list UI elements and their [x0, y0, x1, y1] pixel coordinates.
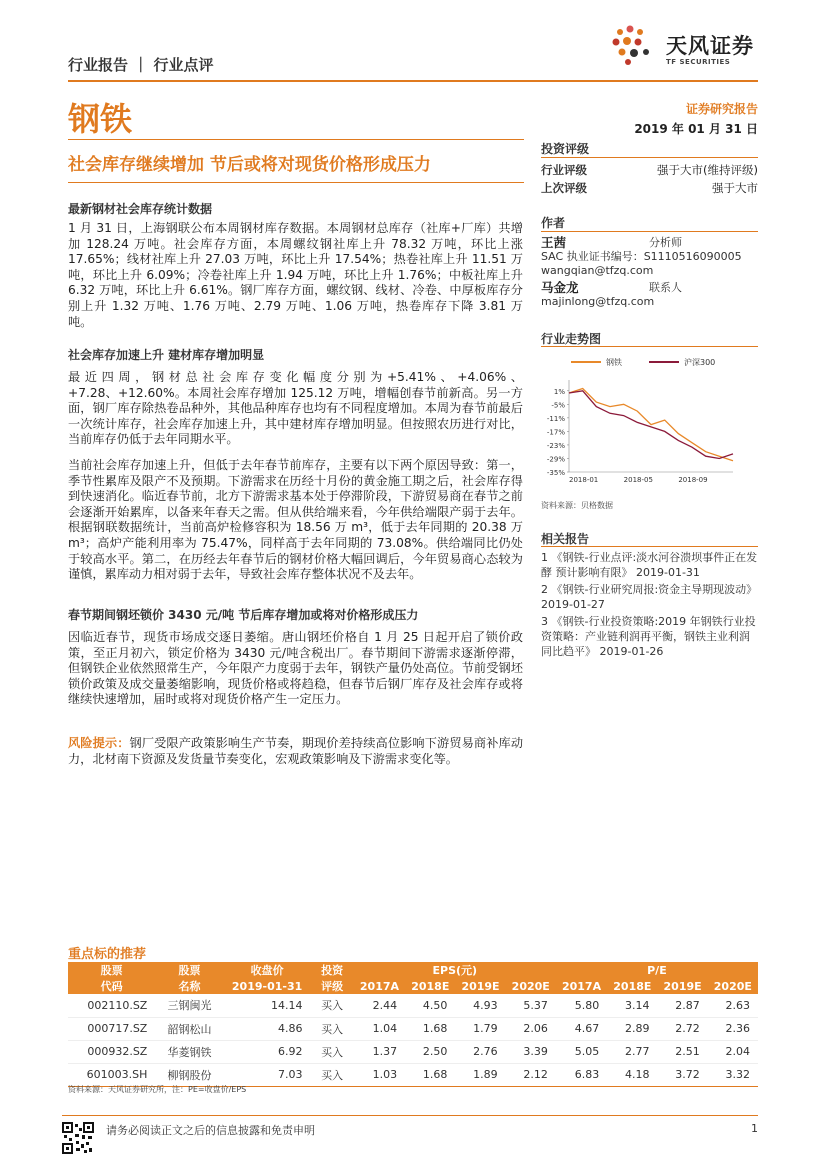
author-2-email: majinlong@tfzq.com	[541, 295, 655, 308]
report-type: 证券研究报告	[685, 102, 758, 116]
table-cell: 2.12	[506, 1063, 556, 1086]
section-heading-3: 春节期间钢坯锁价 3430 元/吨 节后库存增加或将对价格形成压力	[68, 608, 419, 622]
chart-axes	[547, 380, 733, 484]
table-cell: 三钢闽光	[155, 994, 223, 1017]
table-header-row-1	[68, 962, 758, 978]
y-tick-label: -35%	[546, 469, 565, 477]
logo-text-cn: 天风证券	[666, 34, 754, 58]
th-stock-code: 股票	[68, 962, 155, 978]
header-divider	[68, 80, 758, 82]
x-tick-label: 2018-01	[569, 476, 599, 484]
table-cell: 4.93	[455, 994, 505, 1017]
table-cell: 4.18	[607, 1063, 657, 1086]
table-cell: 1.89	[455, 1063, 505, 1086]
table-cell: 2.06	[506, 1017, 556, 1040]
th2-pe-2020: 2020E	[708, 978, 758, 994]
related-heading: 相关报告	[541, 532, 590, 546]
th-stock-name: 股票	[155, 962, 223, 978]
table-cell: 2.87	[657, 994, 707, 1017]
report-date: 2019 年 01 月 31 日	[634, 122, 758, 136]
x-tick-label: 2018-09	[678, 476, 708, 484]
table-cell: 买入	[311, 994, 354, 1017]
table-source: 资料来源：天风证券研究所，注：PE=收盘价/EPS	[68, 1085, 247, 1094]
industry-rating-value: 强于大市(维持评级)	[657, 163, 758, 177]
rating-divider	[541, 157, 758, 158]
table-row	[68, 994, 758, 1017]
th-rating: 投资	[311, 962, 354, 978]
author-1-sac: SAC 执业证书编号：S1110516090005	[541, 250, 742, 263]
legend-label: 钢铁	[606, 358, 622, 367]
author-1-email: wangqian@tfzq.com	[541, 264, 654, 277]
th2-code: 代码	[68, 978, 155, 994]
table-cell: 1.37	[354, 1040, 405, 1063]
section-heading-1: 最新钢材社会库存统计数据	[68, 202, 213, 216]
related-report-2[interactable]: 2 《钢铁-行业研究周报:资金主导期现波动》 2019-01-27	[541, 583, 758, 611]
chart-lines	[569, 389, 733, 461]
table-body	[68, 994, 758, 1086]
table-row	[68, 1063, 758, 1086]
table-cell: 华菱钢铁	[155, 1040, 223, 1063]
chart-legend	[571, 357, 715, 367]
authors-heading: 作者	[541, 216, 566, 230]
prev-rating-row	[541, 180, 758, 196]
table-cell: 1.79	[455, 1017, 505, 1040]
prev-rating-label: 上次评级	[541, 181, 587, 195]
th2-pe-2019: 2019E	[657, 978, 707, 994]
table-cell: 1.68	[405, 1017, 455, 1040]
related-report-1[interactable]: 1 《钢铁-行业点评:淡水河谷溃坝事件正在发酵 预计影响有限》 2019-01-31	[541, 551, 758, 579]
table-title: 重点标的推荐	[68, 947, 147, 962]
table-cell: 3.14	[607, 994, 657, 1017]
author-1	[541, 236, 758, 278]
related-list	[541, 550, 758, 659]
table-row	[68, 1040, 758, 1063]
table-cell: 002110.SZ	[68, 994, 155, 1017]
prev-rating-value: 强于大市	[712, 181, 758, 195]
table-cell: 2.51	[657, 1040, 707, 1063]
series-line-steel	[569, 389, 733, 461]
title-divider-top	[68, 139, 524, 140]
y-tick-label: 1%	[553, 387, 565, 396]
table-cell: 柳钢股份	[155, 1063, 223, 1086]
table-header-row-2	[68, 978, 758, 994]
industry-rating-row	[541, 162, 758, 178]
table-cell: 买入	[311, 1040, 354, 1063]
table-cell: 5.05	[556, 1040, 607, 1063]
table-cell: 2.72	[657, 1017, 707, 1040]
th2-pe-2018: 2018E	[607, 978, 657, 994]
table-cell: 买入	[311, 1063, 354, 1086]
table-row	[68, 1017, 758, 1040]
footer-divider	[62, 1115, 758, 1116]
recommendation-table	[68, 962, 758, 1087]
x-tick-label: 2018-05	[623, 476, 653, 484]
page-number: 1	[751, 1122, 758, 1135]
th2-eps-2017: 2017A	[354, 978, 405, 994]
risk-paragraph	[68, 736, 523, 767]
author-2	[541, 281, 758, 309]
risk-label: 风险提示：	[68, 736, 130, 750]
chart-source: 资料来源：贝格数据	[541, 501, 613, 510]
section-2-paragraph-1: 最近四周，钢材总社会库存变化幅度分别为+5.41%、+4.06%、+7.28、+12.60%。本周社会库存增加 125.12 万吨，增幅创春节前新高。另一方面，钢厂库存除热卷品种外，其他品种库存也均有不同程度增加。本周为春节前最后一次统计库存，社会库存加速上升，其中建材库存增加明显。但按照农历进行对比，当前库存仍低于去年同期水平。	[68, 370, 523, 447]
author-2-role: 联系人	[649, 281, 682, 294]
table-cell: 3.32	[708, 1063, 758, 1086]
th-pe: P/E	[556, 962, 758, 978]
industry-title: 钢铁	[68, 100, 133, 138]
section-2-paragraph-2: 当前社会库存加速上升，但低于去年春节前库存，主要有以下两个原因导致：第一，季节性累库及限产不及预期。下游需求在历经十月份的黄金施工期之后，社会库存得到快速消化。临近春节前，北方下游需求基本处于停滞阶段，下游贸易商在春节之前会逐渐开始累库，以备来年春天之需。但从供给端来看，今年供给端限产弱于去年。根据钢联数据统计，当前高炉检修容积为 18.56 万 m³，低于去年同期的 20.38 万 m³；高炉产能利用率为 75.47%，同样高于去年同期的 73.08%。供给端同比仍处于较高水平。第二，在历经去年春节后的钢材价格大幅回调后，今年贸易商心态较为谨慎，累库动力相对弱于去年，导致社会库存整体状况不及去年。	[68, 458, 523, 582]
table-cell: 1.68	[405, 1063, 455, 1086]
related-divider	[541, 546, 758, 547]
legend-label: 沪深300	[684, 358, 716, 367]
trend-divider	[541, 346, 758, 347]
th2-eps-2018: 2018E	[405, 978, 455, 994]
y-tick-label: -29%	[546, 455, 565, 464]
author-1-role: 分析师	[649, 236, 682, 249]
table-cell: 2.63	[708, 994, 758, 1017]
footer-notice: 请务必阅读正文之后的信息披露和免责申明	[106, 1124, 315, 1137]
table-cell: 2.36	[708, 1017, 758, 1040]
th2-date: 2019-01-31	[224, 978, 311, 994]
th2-rating: 评级	[311, 978, 354, 994]
table-cell: 2.50	[405, 1040, 455, 1063]
table-cell: 4.67	[556, 1017, 607, 1040]
table-cell: 6.83	[556, 1063, 607, 1086]
authors-divider	[541, 231, 758, 232]
table-cell: 3.39	[506, 1040, 556, 1063]
th2-name: 名称	[155, 978, 223, 994]
table-cell: 5.80	[556, 994, 607, 1017]
table-cell: 2.04	[708, 1040, 758, 1063]
industry-trend-chart	[541, 350, 758, 490]
th-eps: EPS(元)	[354, 962, 556, 978]
table-cell: 2.44	[354, 994, 405, 1017]
table-cell: 3.72	[657, 1063, 707, 1086]
table-cell: 1.04	[354, 1017, 405, 1040]
table-cell: 6.92	[224, 1040, 311, 1063]
title-divider-bottom	[68, 182, 524, 183]
table-cell: 000717.SZ	[68, 1017, 155, 1040]
table-cell: 7.03	[224, 1063, 311, 1086]
logo-text-en: TF SECURITIES	[666, 58, 731, 66]
table-cell: 韶钢松山	[155, 1017, 223, 1040]
th2-eps-2020: 2020E	[506, 978, 556, 994]
report-category: 行业报告 ｜ 行业点评	[68, 56, 214, 74]
table-cell: 2.76	[455, 1040, 505, 1063]
table-cell: 000932.SZ	[68, 1040, 155, 1063]
table-cell: 4.50	[405, 994, 455, 1017]
table-cell: 买入	[311, 1017, 354, 1040]
industry-rating-label: 行业评级	[541, 163, 587, 177]
table-cell: 14.14	[224, 994, 311, 1017]
table-cell: 601003.SH	[68, 1063, 155, 1086]
related-report-3[interactable]: 3 《钢铁-行业投资策略:2019 年钢铁行业投资策略：产业链利润再平衡，钢铁主业利润同比趋平》 2019-01-26	[541, 615, 756, 658]
author-2-name: 马金龙	[541, 280, 579, 295]
y-tick-label: -11%	[546, 414, 565, 423]
section-3-paragraph: 因临近春节，现货市场成交逐日萎缩。唐山钢坯价格自 1 月 25 日起开启了锁价政策，至正月初六，锁定价格为 3430 元/吨含税出厂。春节期间下游需求逐渐停滞，但钢铁企业依然照常生产，今年限产力度弱于去年，钢铁产量仍处高位。节前受钢坯锁价政策及成交量萎缩影响，现货价格或将趋稳，但春节后钢厂库存及社会库存或将继续快速增加，届时或将对现货价格产生一定压力。	[68, 630, 523, 707]
y-tick-label: -17%	[546, 428, 565, 437]
author-1-name: 王茜	[541, 235, 567, 250]
qr-code-icon	[62, 1122, 94, 1154]
table-cell: 4.86	[224, 1017, 311, 1040]
y-tick-label: -5%	[551, 401, 565, 410]
table-cell: 1.03	[354, 1063, 405, 1086]
y-tick-label: -23%	[546, 441, 565, 450]
report-title: 社会库存继续增加 节后或将对现货价格形成压力	[68, 155, 431, 175]
th2-pe-2017: 2017A	[556, 978, 607, 994]
th2-eps-2019: 2019E	[455, 978, 505, 994]
table-cell: 2.89	[607, 1017, 657, 1040]
section-heading-2: 社会库存加速上升 建材库存增加明显	[68, 348, 265, 362]
section-1-paragraph: 1 月 31 日，上海钢联公布本周钢材库存数据。本周钢材总库存（社库+厂库）共增加 128.24 万吨。社会库存方面，本周螺纹钢社库上升 78.32 万吨，环比上涨 17.65%；线材社库上升 27.03 万吨，环比上升 17.54%；热卷社库上升 11.51 万吨，环比上升 6.09%；冷卷社库上升 1.94 万吨，环比上升 1.76%；中板社库上升 6.32 万吨，环比上升 6.61%。钢厂库存方面，螺纹钢、线材、冷卷、中厚板库存分别上升 1.32 万吨、1.76 万吨、2.79 万吨、1.06 万吨，热卷库存下降 3.81 万吨。	[68, 221, 523, 329]
table-cell: 2.77	[607, 1040, 657, 1063]
risk-text: 钢厂受限产政策影响生产节奏，期现价差持续高位影响下游贸易商补库动力，北材南下资源及发货量节奏变化，宏观政策影响及下游需求变化等。	[68, 736, 524, 766]
trend-heading: 行业走势图	[541, 332, 602, 346]
th-close: 收盘价	[224, 962, 311, 978]
table-cell: 5.37	[506, 994, 556, 1017]
rating-heading: 投资评级	[541, 142, 590, 156]
